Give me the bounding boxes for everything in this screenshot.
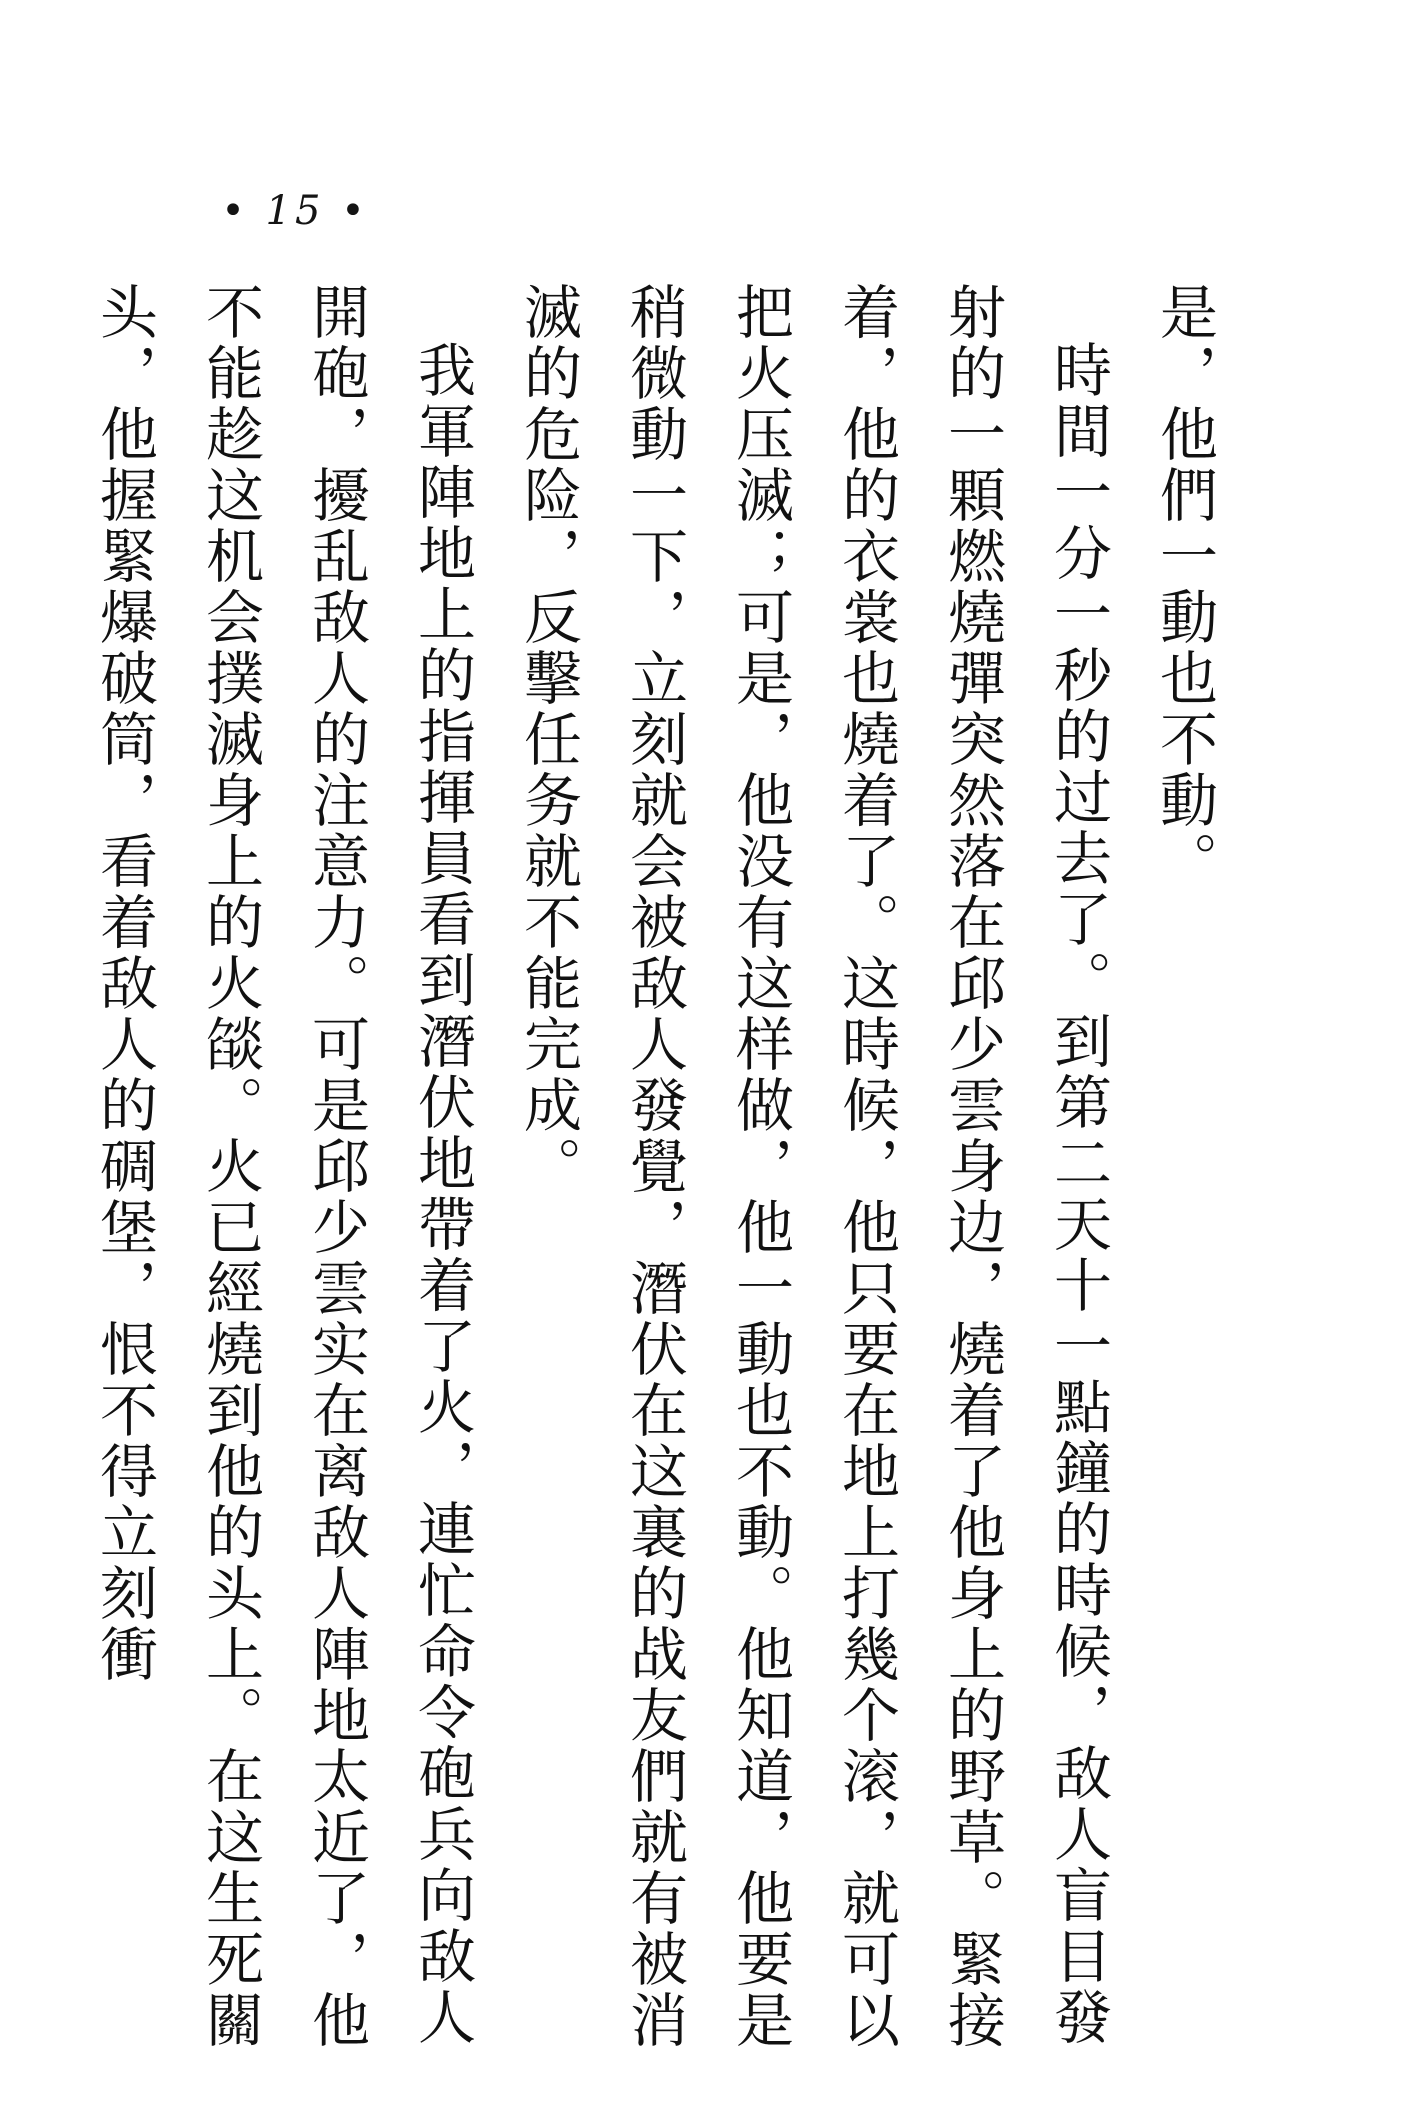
paragraph-3: 我軍陣地上的指揮員看到潛伏地帶着了火，連忙命令砲兵向敌人開砲，擾乱敌人的注意力。可是邱少雲实在离敌人陣地太近了，他不能趁这机会撲滅身上的火燄。火已經燒到他的头上。在这生死關头，他握緊爆破筒，看着敌人的碉堡，恨不得立刻衝 [90,282,476,2051]
paragraph-2: 時間一分一秒的过去了。到第二天十一點鐘的時候，敌人盲目發射的一顆燃燒彈突然落在邱少雲身边，燒着了他身上的野草。緊接着，他的衣裳也燒着了。这時候，他只要在地上打幾个滚，就可以把火压滅；可是，他没有这样做，他一動也不動。他知道，他要是稍微動一下，立刻就会被敌人發覺，潛伏在这裏的战友們就有被消滅的危险，反擊任务就不能完成。 [514,282,1112,2051]
paragraph-1: 是，他們一動也不動。 [1150,282,1218,892]
vertical-text-body [71,282,1237,2072]
page-number: • 15 • [221,188,369,234]
